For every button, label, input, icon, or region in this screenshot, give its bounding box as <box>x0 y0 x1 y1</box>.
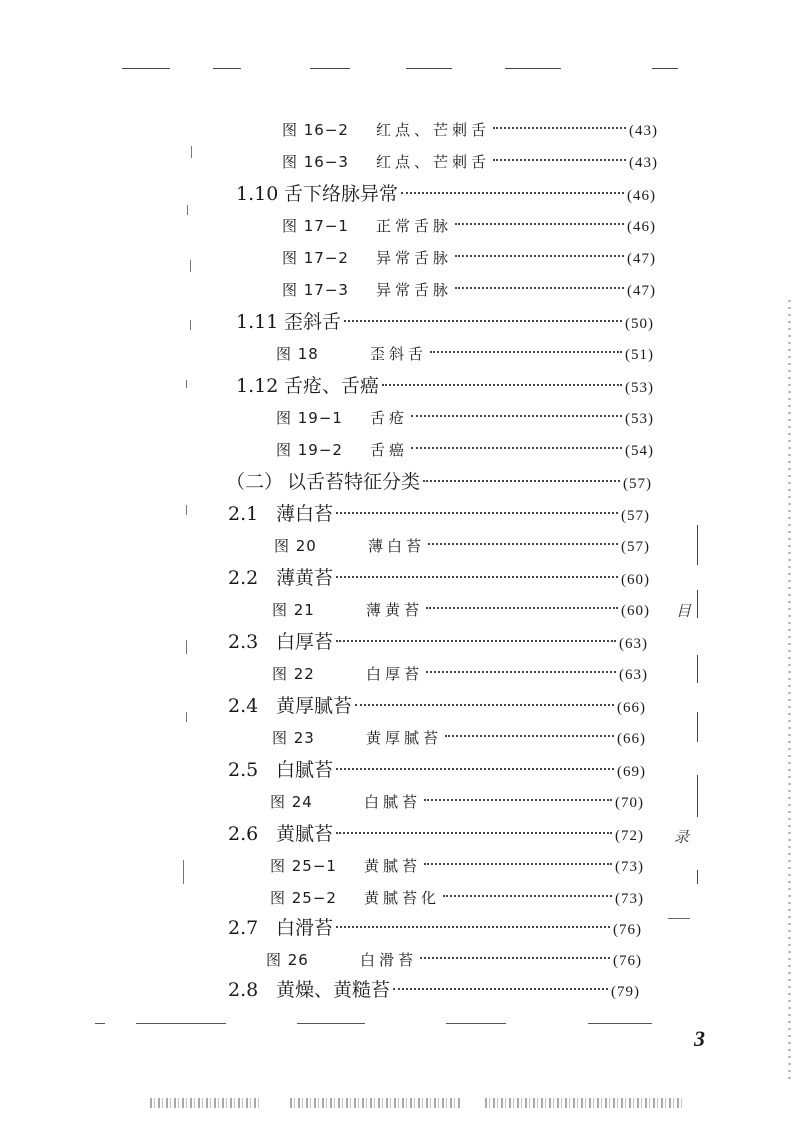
entry-number: 图 16−3 <box>282 153 349 171</box>
footer-rule-segment <box>95 1023 105 1024</box>
side-label-bottom: 录 <box>674 828 690 846</box>
entry-number: 图 19−2 <box>276 441 343 459</box>
entry-title: 白滑苔 <box>360 951 418 969</box>
edge-bar <box>697 590 698 618</box>
dot-leader <box>411 415 622 417</box>
margin-tick <box>191 146 192 158</box>
margin-tick <box>186 380 187 388</box>
entry-title: 异常舌脉 <box>376 281 453 299</box>
entry-page-number: (60) <box>621 572 650 588</box>
entry-number: 图 17−1 <box>282 217 349 235</box>
entry-page-number: (57) <box>621 539 650 555</box>
dot-leader <box>344 320 622 322</box>
entry-title: 舌癌 <box>370 441 409 459</box>
dot-leader <box>455 255 624 257</box>
toc-figure-entry <box>270 886 644 910</box>
scan-artifact <box>485 1098 685 1108</box>
entry-title: 歪斜舌 <box>284 311 342 333</box>
toc-figure-entry <box>276 342 654 366</box>
toc-figure-entry <box>282 278 656 302</box>
footer-rule-segment <box>588 1023 652 1024</box>
toc-section-entry <box>228 630 648 654</box>
entry-number: 图 17−3 <box>282 281 349 299</box>
toc-figure-entry <box>270 854 644 878</box>
entry-title: 黄腻苔 <box>364 857 422 875</box>
entry-number: 1.11 <box>236 311 279 333</box>
toc-figure-entry <box>272 662 648 686</box>
entry-number: 1.12 <box>236 375 279 397</box>
entry-title: 薄白苔 <box>276 503 334 525</box>
edge-bar <box>697 870 698 884</box>
entry-title: 红点、芒刺舌 <box>376 121 491 139</box>
edge-bar <box>697 712 698 742</box>
dot-leader <box>336 576 618 578</box>
entry-page-number: (63) <box>619 636 648 652</box>
dot-leader <box>443 895 612 897</box>
header-rule-segment <box>213 68 241 69</box>
edge-bar <box>668 918 690 921</box>
entry-page-number: (46) <box>627 188 656 204</box>
edge-bar <box>697 655 698 683</box>
entry-page-number: (69) <box>617 764 646 780</box>
dot-leader <box>424 799 612 801</box>
dot-leader <box>336 640 616 642</box>
entry-title: 黄厚腻苔 <box>366 729 443 747</box>
entry-title: 以舌苔特征分类 <box>287 471 421 493</box>
margin-tick <box>190 260 191 272</box>
entry-title: 薄白苔 <box>368 537 426 555</box>
entry-page-number: (63) <box>619 667 648 683</box>
toc-section-entry <box>228 822 644 846</box>
entry-number: 2.6 <box>228 823 259 845</box>
toc-figure-entry <box>276 406 654 430</box>
header-rule-segment <box>122 68 170 69</box>
entry-page-number: (73) <box>615 859 644 875</box>
dot-leader <box>428 543 618 545</box>
entry-number: 2.3 <box>228 631 259 653</box>
toc-section-entry <box>236 374 654 398</box>
toc-section-entry <box>228 758 646 782</box>
entry-page-number: (43) <box>629 123 658 139</box>
entry-title: 正常舌脉 <box>376 217 453 235</box>
margin-tick <box>183 860 184 884</box>
toc-figure-entry <box>282 150 658 174</box>
header-rule-segment <box>652 68 678 69</box>
dot-leader <box>493 159 626 161</box>
entry-page-number: (76) <box>613 922 642 938</box>
entry-number: 1.10 <box>236 183 279 205</box>
entry-number: 图 20 <box>274 537 317 555</box>
entry-number: 2.4 <box>228 695 259 717</box>
entry-number: 图 21 <box>272 601 315 619</box>
dot-leader <box>401 192 624 194</box>
entry-page-number: (76) <box>613 953 642 969</box>
entry-title: 黄燥、黄糙苔 <box>276 979 391 1001</box>
dot-leader <box>420 957 610 959</box>
footer-rule-segment <box>446 1023 506 1024</box>
margin-tick <box>186 505 187 515</box>
entry-page-number: (60) <box>621 603 650 619</box>
toc-section-entry <box>236 310 654 334</box>
entry-title: 薄黄苔 <box>276 567 334 589</box>
entry-number: 2.5 <box>228 759 259 781</box>
entry-number: 图 26 <box>266 951 309 969</box>
toc-section-entry <box>228 916 642 940</box>
scan-artifact <box>290 1098 460 1108</box>
dot-leader <box>336 512 618 514</box>
entry-number: 2.8 <box>228 979 259 1001</box>
entry-page-number: (43) <box>629 155 658 171</box>
dot-leader <box>455 287 624 289</box>
entry-number: 2.2 <box>228 567 259 589</box>
header-rule-segment <box>505 68 561 69</box>
margin-tick <box>190 320 191 330</box>
dot-leader <box>445 735 614 737</box>
entry-page-number: (66) <box>617 731 646 747</box>
entry-page-number: (79) <box>611 984 640 1000</box>
dot-leader <box>336 926 610 928</box>
margin-tick <box>186 712 187 722</box>
entry-page-number: (50) <box>625 316 654 332</box>
toc-figure-entry <box>282 118 658 142</box>
footer-rule-segment <box>136 1023 226 1024</box>
dot-leader <box>411 447 622 449</box>
dot-leader <box>336 768 614 770</box>
entry-title: 白腻苔 <box>276 759 334 781</box>
scan-artifact <box>150 1098 260 1108</box>
toc-section-entry <box>228 978 640 1002</box>
margin-tick <box>186 640 187 654</box>
dot-leader <box>423 480 620 482</box>
scan-edge-noise <box>788 300 791 1080</box>
entry-page-number: (70) <box>615 795 644 811</box>
entry-page-number: (47) <box>627 283 656 299</box>
entry-number: 图 23 <box>272 729 315 747</box>
entry-page-number: (57) <box>621 508 650 524</box>
entry-title: 黄腻苔 <box>276 823 334 845</box>
toc-section-entry <box>236 182 656 206</box>
entry-title: 黄厚腻苔 <box>276 695 353 717</box>
dot-leader <box>355 704 614 706</box>
entry-page-number: (46) <box>627 219 656 235</box>
dot-leader <box>382 384 622 386</box>
footer-rule-segment <box>297 1023 365 1024</box>
toc-figure-entry <box>270 790 644 814</box>
entry-title: 异常舌脉 <box>376 249 453 267</box>
page-number: 3 <box>694 1026 705 1051</box>
toc-figure-entry <box>272 598 650 622</box>
dot-leader <box>455 223 624 225</box>
entry-title: 舌疮、舌癌 <box>284 375 380 397</box>
entry-page-number: (51) <box>625 347 654 363</box>
entry-number: 图 25−2 <box>270 889 337 907</box>
dot-leader <box>426 607 618 609</box>
entry-title: 白滑苔 <box>276 917 334 939</box>
entry-number: （二） <box>226 471 284 493</box>
dot-leader <box>336 832 612 834</box>
entry-title: 薄黄苔 <box>366 601 424 619</box>
toc-figure-entry <box>276 438 654 462</box>
entry-page-number: (47) <box>627 251 656 267</box>
toc-section-entry <box>228 566 650 590</box>
entry-number: 图 18 <box>276 345 319 363</box>
dot-leader <box>493 127 626 129</box>
margin-tick <box>187 205 188 215</box>
toc-section-entry <box>228 502 650 526</box>
entry-number: 图 24 <box>270 793 313 811</box>
edge-bar <box>697 775 698 817</box>
toc-section-entry <box>228 694 646 718</box>
entry-title: 黄腻苔化 <box>364 889 441 907</box>
entry-title: 白腻苔 <box>364 793 422 811</box>
entry-page-number: (73) <box>615 891 644 907</box>
dot-leader <box>426 671 616 673</box>
entry-title: 白厚苔 <box>276 631 334 653</box>
toc-figure-entry <box>266 948 642 972</box>
entry-number: 图 19−1 <box>276 409 343 427</box>
toc-section-entry <box>226 470 652 494</box>
entry-page-number: (53) <box>625 411 654 427</box>
entry-page-number: (54) <box>625 443 654 459</box>
entry-number: 2.1 <box>228 503 259 525</box>
toc-figure-entry <box>272 726 646 750</box>
toc-figure-entry <box>282 246 656 270</box>
entry-page-number: (53) <box>625 380 654 396</box>
toc-figure-entry <box>274 534 650 558</box>
entry-page-number: (57) <box>623 476 652 492</box>
dot-leader <box>424 863 612 865</box>
entry-number: 图 25−1 <box>270 857 337 875</box>
entry-page-number: (72) <box>615 828 644 844</box>
entry-title: 舌下络脉异常 <box>284 183 399 205</box>
entry-title: 白厚苔 <box>366 665 424 683</box>
entry-number: 图 17−2 <box>282 249 349 267</box>
entry-title: 舌疮 <box>370 409 409 427</box>
entry-title: 红点、芒刺舌 <box>376 153 491 171</box>
dot-leader <box>430 351 622 353</box>
entry-number: 2.7 <box>228 917 259 939</box>
header-rule-segment <box>406 68 452 69</box>
entry-page-number: (66) <box>617 700 646 716</box>
edge-bar <box>697 525 698 565</box>
entry-title: 歪斜舌 <box>370 345 428 363</box>
dot-leader <box>393 988 608 990</box>
toc-figure-entry <box>282 214 656 238</box>
entry-number: 图 16−2 <box>282 121 349 139</box>
entry-number: 图 22 <box>272 665 315 683</box>
header-rule-segment <box>310 68 350 69</box>
side-label-top: 目 <box>676 602 692 620</box>
